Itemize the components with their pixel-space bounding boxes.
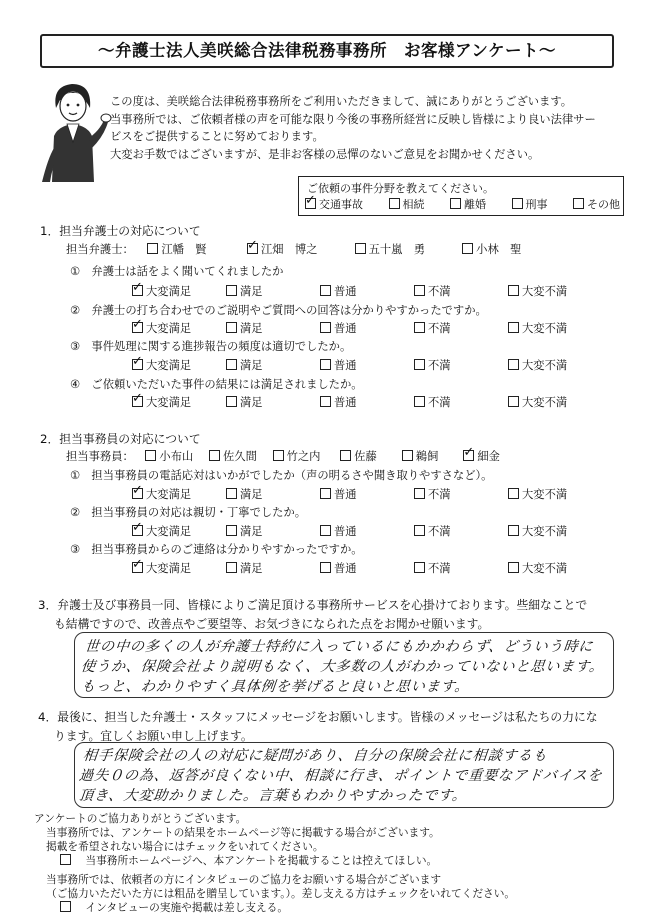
answer-option-label: 普通: [334, 488, 357, 501]
staff-option[interactable]: [209, 448, 269, 464]
footer-note: [46, 873, 515, 900]
answer-option-label: 大変不満: [522, 285, 568, 298]
answer-option-label: 不満: [428, 359, 451, 372]
staff-name: 鵜飼: [415, 450, 439, 463]
checkbox-icon[interactable]: [320, 396, 331, 407]
answer-option[interactable]: [132, 357, 226, 373]
answer-option-label: 大変満足: [146, 285, 192, 298]
answer-scale: [132, 283, 602, 299]
staff-name: 細金: [477, 450, 500, 463]
checkbox-icon[interactable]: [340, 450, 351, 461]
category-option-label: 離婚: [464, 198, 486, 211]
answer-option[interactable]: [320, 320, 414, 336]
checkbox-icon[interactable]: [512, 198, 523, 209]
answer-option-label: 大変不満: [522, 525, 568, 538]
staff-name: 江幡 賢: [161, 243, 207, 256]
answer-option-label: 大変不満: [522, 562, 568, 575]
checkbox-icon[interactable]: [320, 562, 331, 573]
checkbox-icon[interactable]: [508, 322, 519, 333]
answer-option[interactable]: [226, 283, 320, 299]
checkbox-checked-icon[interactable]: [132, 285, 143, 296]
footer-line: 当事務所では、アンケートの結果をホームページ等に掲載する場合がございます。: [46, 826, 440, 839]
section2-staff-row: [66, 448, 500, 464]
answer-option[interactable]: [132, 486, 226, 502]
staff-option[interactable]: [462, 241, 521, 257]
checkbox-checked-icon[interactable]: [463, 450, 474, 461]
answer-option[interactable]: [414, 394, 508, 410]
staff-option[interactable]: [145, 448, 205, 464]
answer-option[interactable]: [508, 283, 602, 299]
answer-scale: [132, 486, 602, 502]
category-option[interactable]: [450, 196, 486, 212]
answer-option[interactable]: [508, 486, 602, 502]
staff-name: 五十嵐 勇: [368, 243, 426, 256]
answer-option[interactable]: [320, 357, 414, 373]
checkbox-icon[interactable]: [414, 562, 425, 573]
answer-option[interactable]: [508, 560, 602, 576]
answer-scale: [132, 560, 602, 576]
answer-option-label: 満足: [240, 359, 263, 372]
intro-line: この度は、美咲総合法律税務事務所をご利用いただきまして、誠にありがとうございます。: [110, 95, 573, 108]
checkbox-checked-icon[interactable]: [132, 322, 143, 333]
handwritten-line: 頂き、大変助かりました。言葉もわかりやすかったです。: [78, 788, 468, 804]
answer-scale: [132, 394, 602, 410]
answer-option-label: 大変満足: [146, 396, 192, 409]
checkbox-icon[interactable]: [226, 562, 237, 573]
category-option[interactable]: [573, 196, 620, 212]
staff-label: 担当事務員：: [66, 450, 134, 463]
footer-line: （ご協力いただいた方には粗品を贈呈しています。）。差し支える方はチェックをいれてください。: [46, 886, 516, 900]
checkbox-icon[interactable]: [414, 488, 425, 499]
staff-illustration: [34, 78, 112, 182]
question-text: ① 弁護士は話をよく聞いてくれましたか: [70, 265, 284, 278]
checkbox-checked-icon[interactable]: [132, 359, 143, 370]
answer-option[interactable]: [132, 320, 226, 336]
answer-option-label: 大変不満: [522, 359, 568, 372]
intro-text: [110, 93, 596, 163]
answer-option-label: 不満: [428, 488, 451, 501]
question-text: ③ 担当事務員からのご連絡は分かりやすかったですか。: [70, 543, 363, 556]
answer-option[interactable]: [508, 357, 602, 373]
case-category-title: ご依頼の事件分野を教えてください。: [307, 182, 494, 195]
section4-heading-line: ります。宜しくお願い申し上げます。: [54, 729, 253, 743]
checkbox-icon[interactable]: [226, 322, 237, 333]
answer-option[interactable]: [226, 320, 320, 336]
staff-option[interactable]: [273, 448, 337, 464]
answer-option[interactable]: [226, 357, 320, 373]
checkbox-checked-icon[interactable]: [305, 198, 316, 209]
checkbox-icon[interactable]: [226, 359, 237, 370]
answer-option-label: 普通: [334, 359, 357, 372]
category-option[interactable]: [389, 196, 425, 212]
question-text: ② 弁護士の打ち合わせでのご説明やご質問への回答は分かりやすかったですか。: [70, 304, 487, 317]
footer-line: 掲載を希望されない場合にはチェックをいれてください。: [46, 839, 324, 853]
checkbox-icon[interactable]: [508, 562, 519, 573]
checkbox-icon[interactable]: [402, 450, 413, 461]
checkbox-icon[interactable]: [508, 285, 519, 296]
answer-option-label: 不満: [428, 562, 451, 575]
staff-option[interactable]: [147, 241, 243, 257]
staff-name: 佐藤: [354, 450, 377, 463]
answer-option[interactable]: [414, 486, 508, 502]
answer-option-label: 満足: [240, 322, 263, 335]
footer-option[interactable]: [60, 854, 437, 868]
handwritten-line: 使うか、保険会社より説明もなく、大多数の人がわかっていないと思います。: [80, 659, 605, 675]
checkbox-icon[interactable]: [508, 359, 519, 370]
answer-option-label: 普通: [334, 396, 357, 409]
answer-option-label: 普通: [334, 322, 357, 335]
answer-option[interactable]: [414, 357, 508, 373]
footer-option-label: 当事務所ホームページへ、本アンケートを掲載することは控えてほしい。: [85, 854, 438, 867]
answer-option[interactable]: [414, 560, 508, 576]
section3-heading-line: も結構ですので、改善点やご要望等、お気づきになられた点をお聞かせ願います。: [54, 617, 490, 631]
footer-option-label: インタビューの実施や掲載は差し支える。: [85, 901, 289, 914]
answer-option[interactable]: [320, 394, 414, 410]
staff-label: 担当弁護士：: [66, 243, 134, 256]
answer-option-label: 大変不満: [522, 488, 568, 501]
checkbox-checked-icon[interactable]: [132, 562, 143, 573]
staff-option[interactable]: [355, 241, 459, 257]
answer-option[interactable]: [132, 523, 226, 539]
checkbox-icon[interactable]: [389, 198, 400, 209]
checkbox-icon[interactable]: [414, 359, 425, 370]
staff-option[interactable]: [402, 448, 460, 464]
staff-option[interactable]: [463, 448, 500, 464]
section4-heading-line: 4．最後に、担当した弁護士・スタッフにメッセージをお願いします。皆様のメッセージは私たちの力にな: [38, 710, 598, 724]
section3-heading-line: 3．弁護士及び事務員一同、皆様によりご満足頂ける事務所サービスを心掛けております。些細なことで: [38, 598, 588, 612]
answer-option-label: 大変満足: [146, 525, 192, 538]
category-option-label: その他: [587, 198, 620, 211]
checkbox-icon[interactable]: [226, 488, 237, 499]
handwritten-line: 相手保険会社の人の対応に疑問があり、自分の保険会社に相談するも: [82, 748, 549, 764]
checkbox-icon[interactable]: [60, 901, 71, 912]
answer-option[interactable]: [508, 394, 602, 410]
checkbox-icon[interactable]: [226, 396, 237, 407]
checkbox-icon[interactable]: [209, 450, 220, 461]
answer-option[interactable]: [508, 320, 602, 336]
answer-option-label: 満足: [240, 285, 263, 298]
answer-scale: [132, 523, 602, 539]
case-category-options: [305, 196, 642, 212]
answer-option-label: 大変不満: [522, 396, 568, 409]
answer-option[interactable]: [132, 283, 226, 299]
checkbox-icon[interactable]: [355, 243, 366, 254]
footer-note: [46, 826, 440, 853]
answer-option[interactable]: [414, 283, 508, 299]
footer-option[interactable]: [60, 901, 288, 915]
answer-scale: [132, 357, 602, 373]
checkbox-icon[interactable]: [508, 525, 519, 536]
staff-name: 小林 聖: [476, 243, 522, 256]
staff-name: 江畑 博之: [260, 243, 318, 256]
answer-option[interactable]: [508, 523, 602, 539]
answer-option-label: 大変満足: [146, 359, 192, 372]
answer-option-label: 不満: [428, 525, 451, 538]
checkbox-icon[interactable]: [273, 450, 284, 461]
category-option-label: 刑事: [525, 198, 548, 211]
checkbox-icon[interactable]: [508, 488, 519, 499]
answer-option-label: 不満: [428, 322, 451, 335]
category-option-label: 交通事故: [319, 198, 363, 211]
checkbox-icon[interactable]: [508, 396, 519, 407]
answer-option[interactable]: [226, 486, 320, 502]
question-text: ④ ご依頼いただいた事件の結果には満足されましたか。: [70, 378, 363, 391]
section1-staff-row: [66, 241, 521, 257]
checkbox-icon[interactable]: [226, 285, 237, 296]
checkbox-icon[interactable]: [414, 525, 425, 536]
section4-heading: [38, 708, 598, 746]
checkbox-icon[interactable]: [573, 198, 584, 209]
answer-option-label: 不満: [428, 396, 451, 409]
answer-option[interactable]: [226, 523, 320, 539]
section2-heading: 2．担当事務員の対応について: [40, 432, 201, 446]
answer-option[interactable]: [414, 320, 508, 336]
checkbox-checked-icon[interactable]: [132, 396, 143, 407]
checkbox-icon[interactable]: [60, 854, 71, 865]
question-text: ② 担当事務員の対応は親切・丁寧でしたか。: [70, 506, 307, 519]
section3-heading: [38, 596, 587, 634]
staff-name: 佐久間: [222, 450, 257, 463]
page-title: 〜弁護士法人美咲総合法律税務事務所 お客様アンケート〜: [40, 34, 614, 68]
checkbox-icon[interactable]: [320, 359, 331, 370]
answer-option[interactable]: [414, 523, 508, 539]
checkbox-icon[interactable]: [450, 198, 461, 209]
answer-option[interactable]: [320, 283, 414, 299]
answer-scale: [132, 320, 602, 336]
checkbox-icon[interactable]: [414, 322, 425, 333]
answer-option-label: 不満: [428, 285, 451, 298]
checkbox-checked-icon[interactable]: [132, 525, 143, 536]
answer-option-label: 大変不満: [522, 322, 568, 335]
answer-option-label: 普通: [334, 285, 357, 298]
question-text: ③ 事件処理に関する進捗報告の頻度は適切でしたか。: [70, 340, 352, 353]
answer-option[interactable]: [320, 486, 414, 502]
answer-option[interactable]: [320, 523, 414, 539]
answer-option-label: 満足: [240, 562, 263, 575]
checkbox-icon[interactable]: [320, 525, 331, 536]
answer-option-label: 普通: [334, 562, 357, 575]
answer-option-label: 満足: [240, 396, 263, 409]
checkbox-icon[interactable]: [414, 396, 425, 407]
checkbox-icon[interactable]: [414, 285, 425, 296]
checkbox-icon[interactable]: [226, 525, 237, 536]
intro-line: 大変お手数ではございますが、是非お客様の忌憚のないご意見をお聞かせください。: [110, 147, 540, 161]
answer-option[interactable]: [132, 394, 226, 410]
footer-line: 当事務所では、依頼者の方にインタビューのご協力をお願いする場合がございます: [46, 873, 442, 886]
category-option-label: 相続: [402, 198, 425, 211]
staff-name: 竹之内: [286, 450, 321, 463]
checkbox-icon[interactable]: [320, 322, 331, 333]
question-text: ① 担当事務員の電話応対はいかがでしたか（声の明るさや聞き取りやすさなど）。: [70, 469, 493, 482]
staff-name: 小布山: [159, 450, 194, 463]
handwritten-line: もっと、わかりやすく具体例を挙げると良いと思います。: [80, 679, 471, 695]
checkbox-icon[interactable]: [147, 243, 158, 254]
answer-option-label: 大変満足: [146, 488, 192, 501]
section1-heading: 1．担当弁護士の対応について: [40, 224, 201, 238]
intro-line: ビスをご提供することに努めております。: [110, 130, 324, 143]
staff-option[interactable]: [340, 448, 398, 464]
checkbox-icon[interactable]: [320, 285, 331, 296]
answer-option[interactable]: [226, 560, 320, 576]
checkbox-checked-icon[interactable]: [247, 243, 258, 254]
case-category-box: [298, 176, 624, 216]
checkbox-icon[interactable]: [320, 488, 331, 499]
section3-answer-box[interactable]: [74, 632, 614, 698]
category-option[interactable]: [512, 196, 548, 212]
answer-option[interactable]: [226, 394, 320, 410]
answer-option-label: 満足: [240, 488, 263, 501]
answer-option[interactable]: [320, 560, 414, 576]
answer-option[interactable]: [132, 560, 226, 576]
section4-answer-box[interactable]: [74, 742, 614, 808]
category-option[interactable]: [305, 196, 363, 212]
handwritten-line: 世の中の多くの人が弁護士特約に入っているにもかかわらず、どういう時に: [84, 639, 595, 655]
answer-option-label: 満足: [240, 525, 263, 538]
answer-option-label: 大変満足: [146, 322, 192, 335]
checkbox-icon[interactable]: [462, 243, 473, 254]
staff-option[interactable]: [247, 241, 351, 257]
checkbox-checked-icon[interactable]: [132, 488, 143, 499]
checkbox-icon[interactable]: [145, 450, 156, 461]
answer-option-label: 大変満足: [146, 562, 192, 575]
intro-line: 当事務所では、ご依頼者様の声を可能な限り今後の事務所経営に反映し皆様により良い法律サー: [110, 112, 596, 126]
handwritten-line: 過失０の為、返答が良くない中、相談に行き、ポイントで重要なアドバイスを: [78, 768, 604, 784]
answer-option-label: 普通: [334, 525, 357, 538]
footer-thanks: アンケートのご協力ありがとうございます。: [34, 812, 247, 825]
